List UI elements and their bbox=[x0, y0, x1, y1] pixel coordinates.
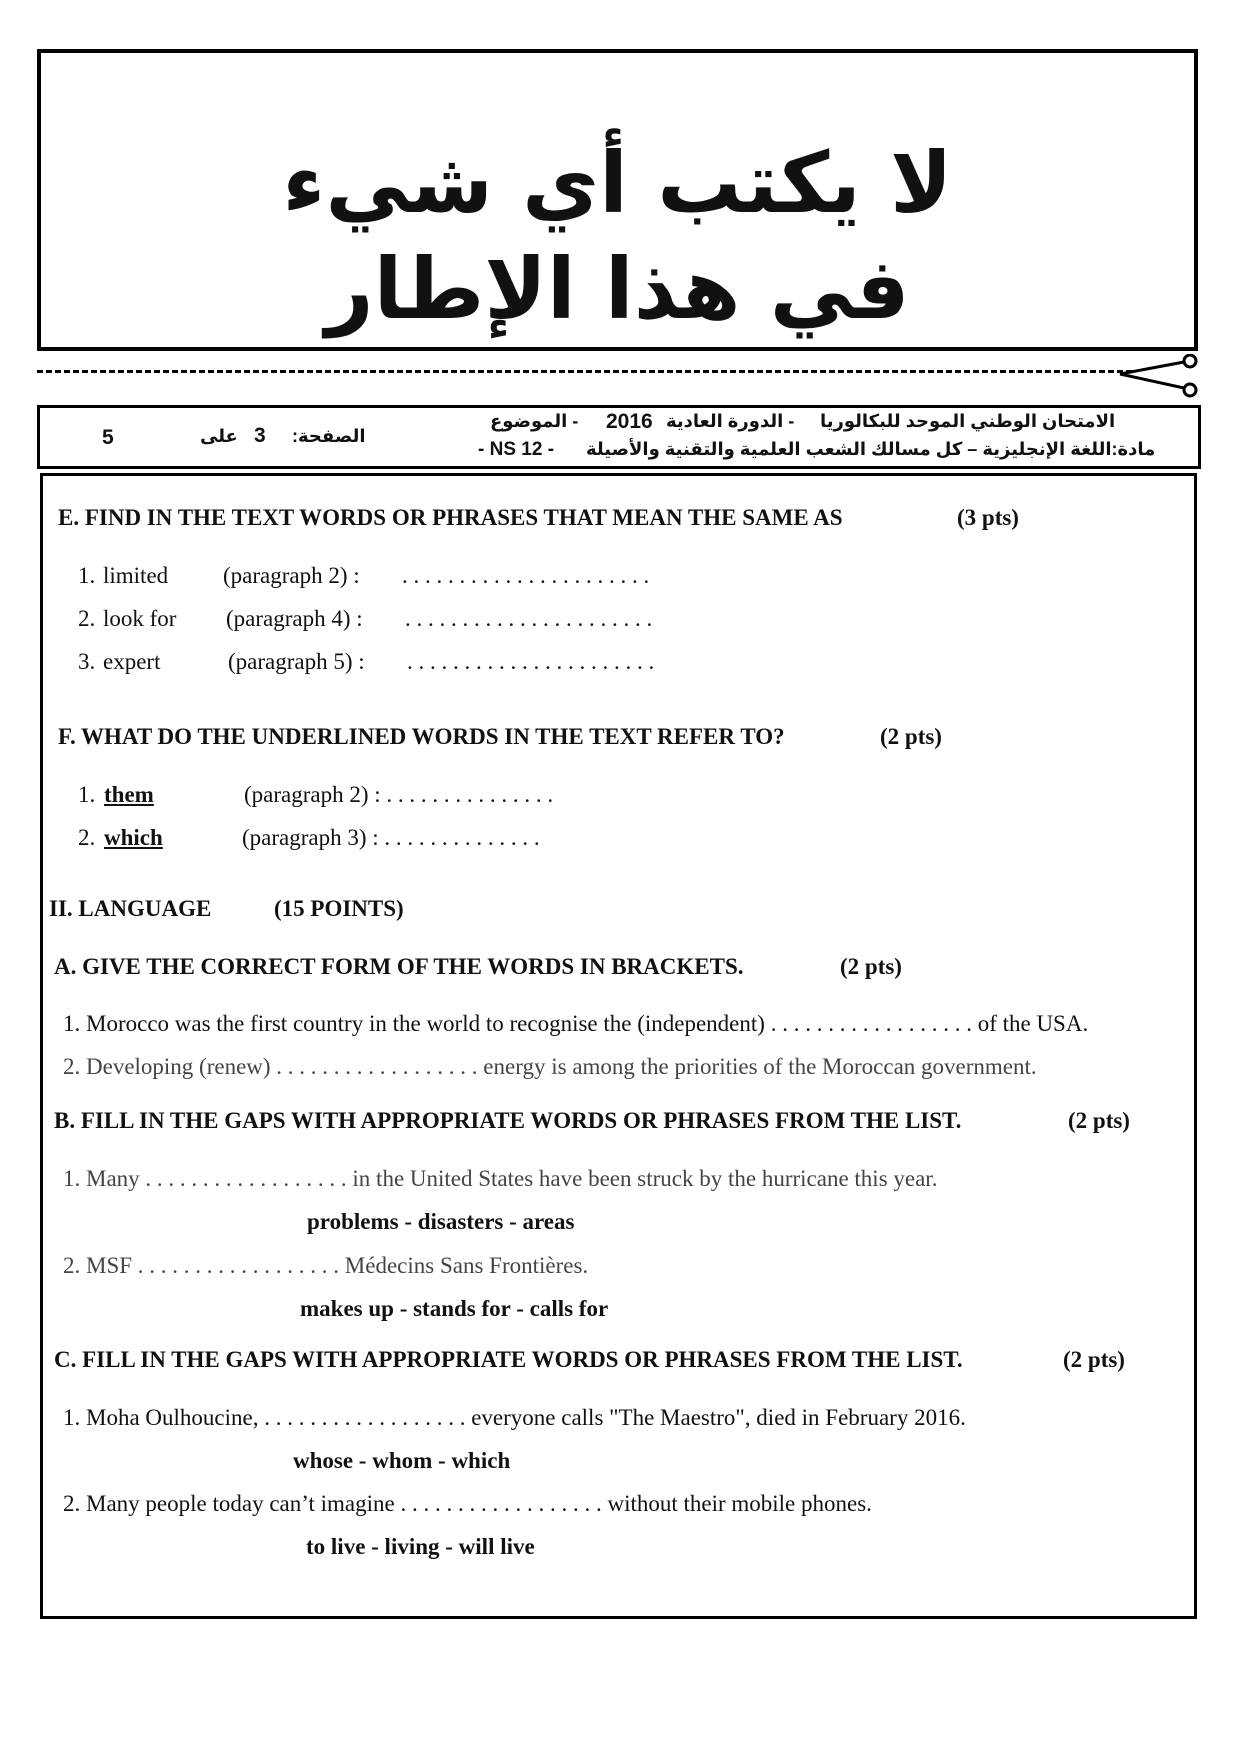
subject-code: - NS 12 - bbox=[478, 439, 555, 460]
section-b-points: (2 pts) bbox=[1068, 1108, 1130, 1133]
notice-line-1: لا يكتب أي شيء bbox=[282, 134, 953, 232]
exam-line-c: - الموضوع bbox=[490, 411, 579, 431]
do-not-write-box bbox=[37, 49, 1198, 351]
section-b-heading: B. FILL IN THE GAPS WITH APPROPRIATE WORDS OR PHRASES FROM THE LIST. bbox=[54, 1108, 962, 1133]
scissors-icon bbox=[1118, 354, 1200, 398]
c2-options: to live - living - will live bbox=[306, 1534, 535, 1559]
section-e-heading: E. FIND IN THE TEXT WORDS OR PHRASES THAT MEAN THE SAME AS bbox=[58, 505, 843, 530]
f1-answer-blank[interactable]: (paragraph 2) : . . . . . . . . . . . . . . . bbox=[244, 782, 554, 807]
page-number: 3 bbox=[254, 424, 266, 447]
section-c-heading: C. FILL IN THE GAPS WITH APPROPRIATE WORDS OR PHRASES FROM THE LIST. bbox=[54, 1347, 963, 1372]
e2-para: (paragraph 4) : bbox=[226, 606, 363, 631]
f2-num: 2. bbox=[78, 825, 96, 850]
e2-answer-blank[interactable]: . . . . . . . . . . . . . . . . . . . . . . bbox=[405, 606, 653, 631]
e2-num: 2. bbox=[78, 606, 96, 631]
c1-question[interactable]: 1. Moha Oulhoucine, . . . . . . . . . . . . . . . . . . everyone calls "The Maestro", died in February 2016. bbox=[63, 1405, 966, 1430]
e3-word: expert bbox=[103, 649, 161, 674]
f1-word: them bbox=[104, 782, 154, 807]
f2-answer-blank[interactable]: (paragraph 3) : . . . . . . . . . . . . . . bbox=[242, 825, 540, 850]
e1-answer-blank[interactable]: . . . . . . . . . . . . . . . . . . . . . . bbox=[402, 563, 650, 588]
page-total: 5 bbox=[102, 426, 114, 449]
e1-para: (paragraph 2) : bbox=[223, 563, 360, 588]
e1-num: 1. bbox=[78, 563, 96, 588]
exam-line-a: الامتحان الوطني الموحد للبكالوريا bbox=[820, 411, 1116, 431]
e3-answer-blank[interactable]: . . . . . . . . . . . . . . . . . . . . . . bbox=[407, 649, 655, 674]
subject-line: مادة:اللغة الإنجليزية – كل مسالك الشعب العلمية والتقنية والأصيلة bbox=[586, 439, 1156, 459]
exam-year: 2016 bbox=[606, 410, 653, 433]
b1-question[interactable]: 1. Many . . . . . . . . . . . . . . . . . . in the United States have been struck by the hurricane this year. bbox=[63, 1166, 938, 1191]
section-f-heading: F. WHAT DO THE UNDERLINED WORDS IN THE TEXT REFER TO? bbox=[58, 724, 785, 749]
page-of: على bbox=[200, 426, 238, 446]
section-f-points: (2 pts) bbox=[880, 724, 942, 749]
section-e-points: (3 pts) bbox=[957, 505, 1019, 530]
e2-word: look for bbox=[103, 606, 177, 631]
e3-para: (paragraph 5) : bbox=[228, 649, 365, 674]
section-c-points: (2 pts) bbox=[1063, 1347, 1125, 1372]
language-points: (15 POINTS) bbox=[274, 896, 404, 921]
b2-question[interactable]: 2. MSF . . . . . . . . . . . . . . . . . . Médecins Sans Frontières. bbox=[63, 1253, 589, 1278]
b2-options: makes up - stands for - calls for bbox=[300, 1296, 609, 1321]
e1-word: limited bbox=[103, 563, 169, 588]
f1-num: 1. bbox=[78, 782, 96, 807]
notice-line-2: في هذا الإطار bbox=[325, 240, 910, 338]
section-a-heading: A. GIVE THE CORRECT FORM OF THE WORDS IN BRACKETS. bbox=[54, 954, 744, 979]
exam-content bbox=[40, 473, 1197, 1619]
exam-header bbox=[37, 405, 1201, 469]
c2-question[interactable]: 2. Many people today can’t imagine . . . . . . . . . . . . . . . . . . without their mobile phones. bbox=[63, 1491, 872, 1516]
a1-question[interactable]: 1. Morocco was the first country in the world to recognise the (independent) . . . . . . . . . . . . . . . . . . of the USA. bbox=[63, 1011, 1089, 1036]
language-heading: II. LANGUAGE bbox=[49, 896, 212, 921]
c1-options: whose - whom - which bbox=[293, 1448, 511, 1473]
f2-word: which bbox=[104, 825, 163, 850]
b1-options: problems - disasters - areas bbox=[307, 1209, 575, 1234]
e3-num: 3. bbox=[78, 649, 96, 674]
a2-question[interactable]: 2. Developing (renew) . . . . . . . . . . . . . . . . . . energy is among the priorities of the Moroccan government. bbox=[63, 1054, 1037, 1079]
exam-line-b: - الدورة العادية bbox=[666, 411, 795, 431]
cut-line bbox=[37, 370, 1132, 373]
section-a-points: (2 pts) bbox=[840, 954, 902, 979]
page-label: الصفحة: bbox=[292, 426, 366, 446]
